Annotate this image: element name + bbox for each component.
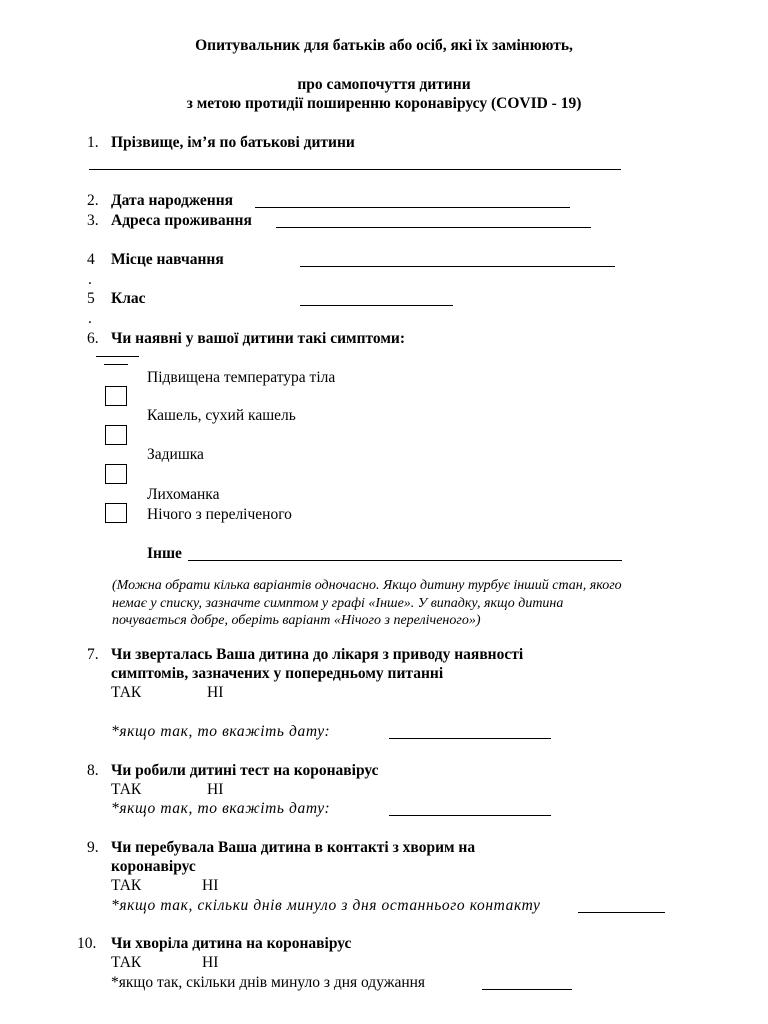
q8-label: Чи робили дитині тест на коронавірус — [111, 762, 379, 779]
q2-label: Дата народження — [111, 192, 234, 209]
q1-number: 1. — [87, 134, 99, 151]
symptom-none-label: Нічого з переліченого — [147, 506, 292, 523]
symptom-other-label: Інше — [147, 545, 182, 562]
q4-dot: . — [88, 271, 92, 288]
q8-number: 8. — [87, 762, 99, 779]
q2-input-line[interactable] — [255, 207, 570, 208]
note-line-2: немає у списку, зазначте симптом у графі «Інше». У випадку, якщо дитина — [112, 596, 564, 611]
q8-date-input-line[interactable] — [389, 815, 551, 816]
form-title: Опитувальник для батьків або осіб, які їх замінюють, — [195, 37, 573, 54]
q5-label: Клас — [111, 290, 146, 307]
q9-label-line2: коронавірус — [111, 858, 196, 875]
q10-label: Чи хворіла дитина на коронавірус — [111, 935, 352, 952]
q9-days-input-line[interactable] — [578, 912, 665, 913]
symptom-other-input-line[interactable] — [188, 560, 622, 561]
q7-followup: *якщо так, то вкажіть дату: — [111, 723, 331, 740]
symptom-checkbox-3[interactable] — [105, 464, 127, 484]
q6-number: 6. — [87, 330, 99, 347]
q8-followup: *якщо так, то вкажіть дату: — [111, 800, 331, 817]
q1-label: Прізвище, ім’я по батькові дитини — [111, 134, 355, 151]
symptom-checkbox-1[interactable] — [105, 386, 127, 406]
q7-date-input-line[interactable] — [389, 738, 551, 739]
q9-followup: *якщо так, скільки днів минуло з дня останнього контакту — [111, 897, 541, 914]
q10-number: 10. — [77, 935, 97, 952]
symptom-checkbox-2[interactable] — [105, 425, 127, 445]
q10-no-option[interactable]: НІ — [202, 954, 219, 971]
q7-yes-option[interactable]: ТАК — [111, 684, 142, 701]
q5-number: 5 — [87, 290, 95, 307]
q5-dot: . — [88, 310, 92, 327]
q9-no-option[interactable]: НІ — [202, 877, 219, 894]
q4-label: Місце навчання — [111, 251, 224, 268]
symptom-cough-label: Кашель, сухий кашель — [147, 407, 296, 424]
q9-yes-option[interactable]: ТАК — [111, 877, 142, 894]
q10-followup: *якщо так, скільки днів минуло з дня одужання — [111, 974, 426, 991]
q6-label: Чи наявні у вашої дитини такі симптоми: — [111, 330, 406, 347]
q7-label-line1: Чи зверталась Ваша дитина до лікаря з приводу наявності — [111, 646, 524, 663]
q4-input-line[interactable] — [300, 266, 615, 267]
q6-decorative-line-2 — [104, 364, 128, 365]
symptom-dyspnea-label: Задишка — [147, 446, 204, 463]
q7-no-option[interactable]: НІ — [207, 684, 224, 701]
note-line-1: (Можна обрати кілька варіантів одночасно. Якщо дитину турбує інший стан, якого — [112, 578, 622, 593]
q6-decorative-line — [96, 356, 139, 357]
q7-number: 7. — [87, 646, 99, 663]
q4-number: 4 — [87, 251, 95, 268]
q2-number: 2. — [87, 192, 99, 209]
symptom-checkbox-4[interactable] — [105, 503, 127, 523]
q1-input-line[interactable] — [89, 169, 621, 170]
q8-no-option[interactable]: НІ — [207, 781, 224, 798]
q8-yes-option[interactable]: ТАК — [111, 781, 142, 798]
q3-label: Адреса проживання — [111, 212, 252, 229]
q5-input-line[interactable] — [300, 305, 453, 306]
q10-yes-option[interactable]: ТАК — [111, 954, 142, 971]
q7-label-line2: симптомів, зазначених у попередньому питанні — [111, 665, 444, 682]
q3-number: 3. — [87, 212, 99, 229]
symptom-fever-label: Підвищена температура тіла — [147, 369, 336, 386]
q3-input-line[interactable] — [276, 227, 591, 228]
q10-days-input-line[interactable] — [482, 989, 572, 990]
form-subtitle-purpose: з метою протидії поширенню коронавірусу (COVID - 19) — [186, 95, 582, 112]
symptom-chills-label: Лихоманка — [147, 486, 220, 503]
q9-number: 9. — [87, 839, 99, 856]
q9-label-line1: Чи перебувала Ваша дитина в контакті з хворим на — [111, 839, 476, 856]
form-subtitle: про самопочуття дитини — [297, 76, 471, 93]
note-line-3: почувається добре, оберіть варіант «Нічого з переліченого») — [112, 613, 481, 628]
